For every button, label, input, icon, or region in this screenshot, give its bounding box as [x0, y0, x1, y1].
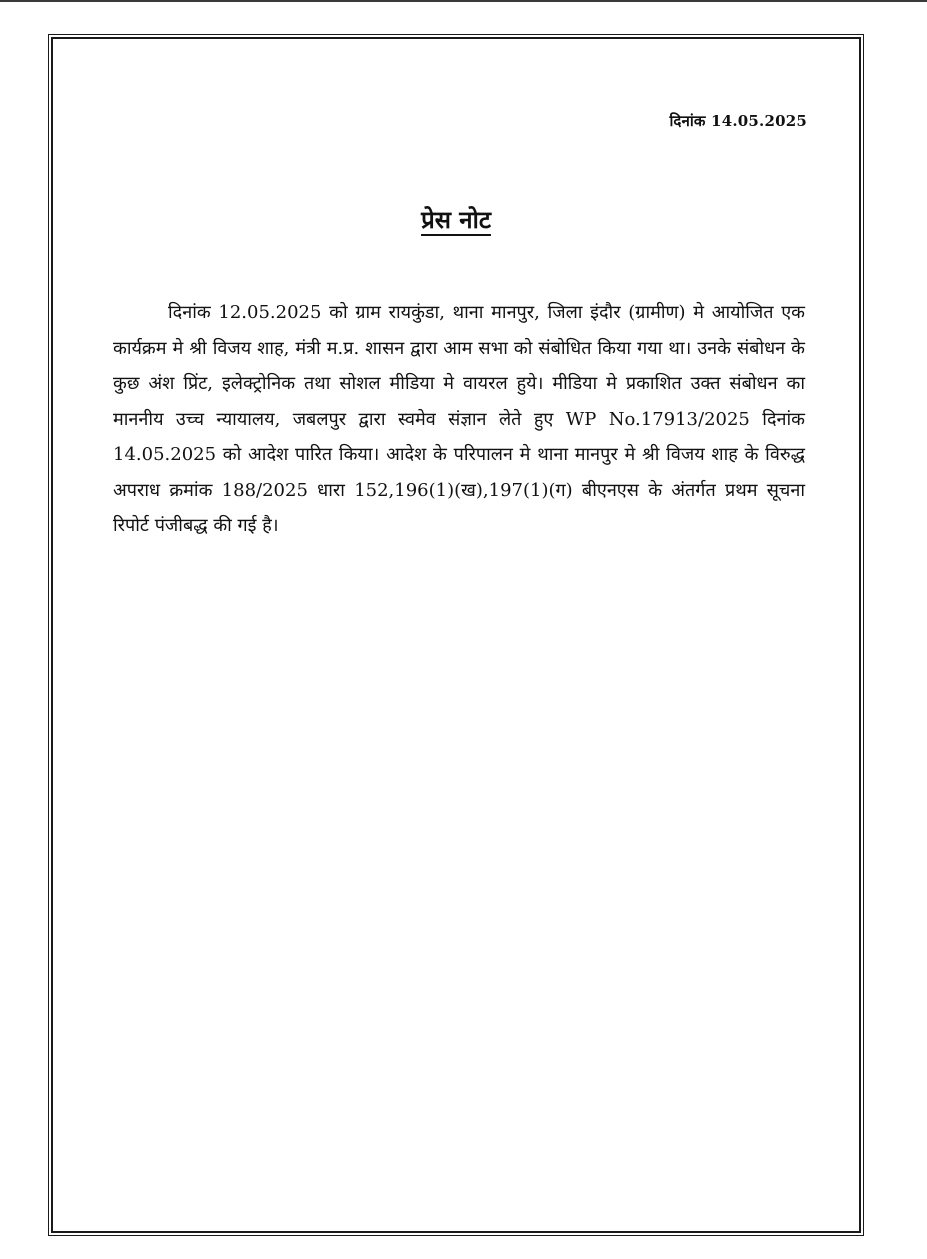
document-date: दिनांक 14.05.2025	[669, 112, 807, 130]
document-page	[51, 37, 861, 1233]
document-title	[53, 203, 859, 236]
document-body-paragraph: दिनांक 12.05.2025 को ग्राम रायकुंडा, थाना मानपुर, जिला इंदौर (ग्रामीण) मे आयोजित एक कार्यक्रम मे श्री विजय शाह, मंत्री म.प्र. शासन द्वारा आम सभा को संबोधित किया गया था। उनके संबोधन के कुछ अंश प्रिंट, इलेक्ट्रोनिक तथा सोशल मीडिया मे वायरल हुये। मीडिया मे प्रकाशित उक्त संबोधन का माननीय उच्च न्यायालय, जबलपुर द्वारा स्वमेव संज्ञान लेते हुए WP No.17913/2025 दिनांक 14.05.2025 को आदेश पारित किया। आदेश के परिपालन मे थाना मानपुर मे श्री विजय शाह के विरुद्ध अपराध क्रमांक 188/2025 धारा 152,196(1)(ख),197(1)(ग) बीएनएस के अंतर्गत प्रथम सूचना रिपोर्ट पंजीबद्ध की गई है।	[113, 302, 805, 536]
scan-top-edge	[0, 0, 927, 2]
document-title-text: प्रेस नोट	[421, 205, 491, 234]
